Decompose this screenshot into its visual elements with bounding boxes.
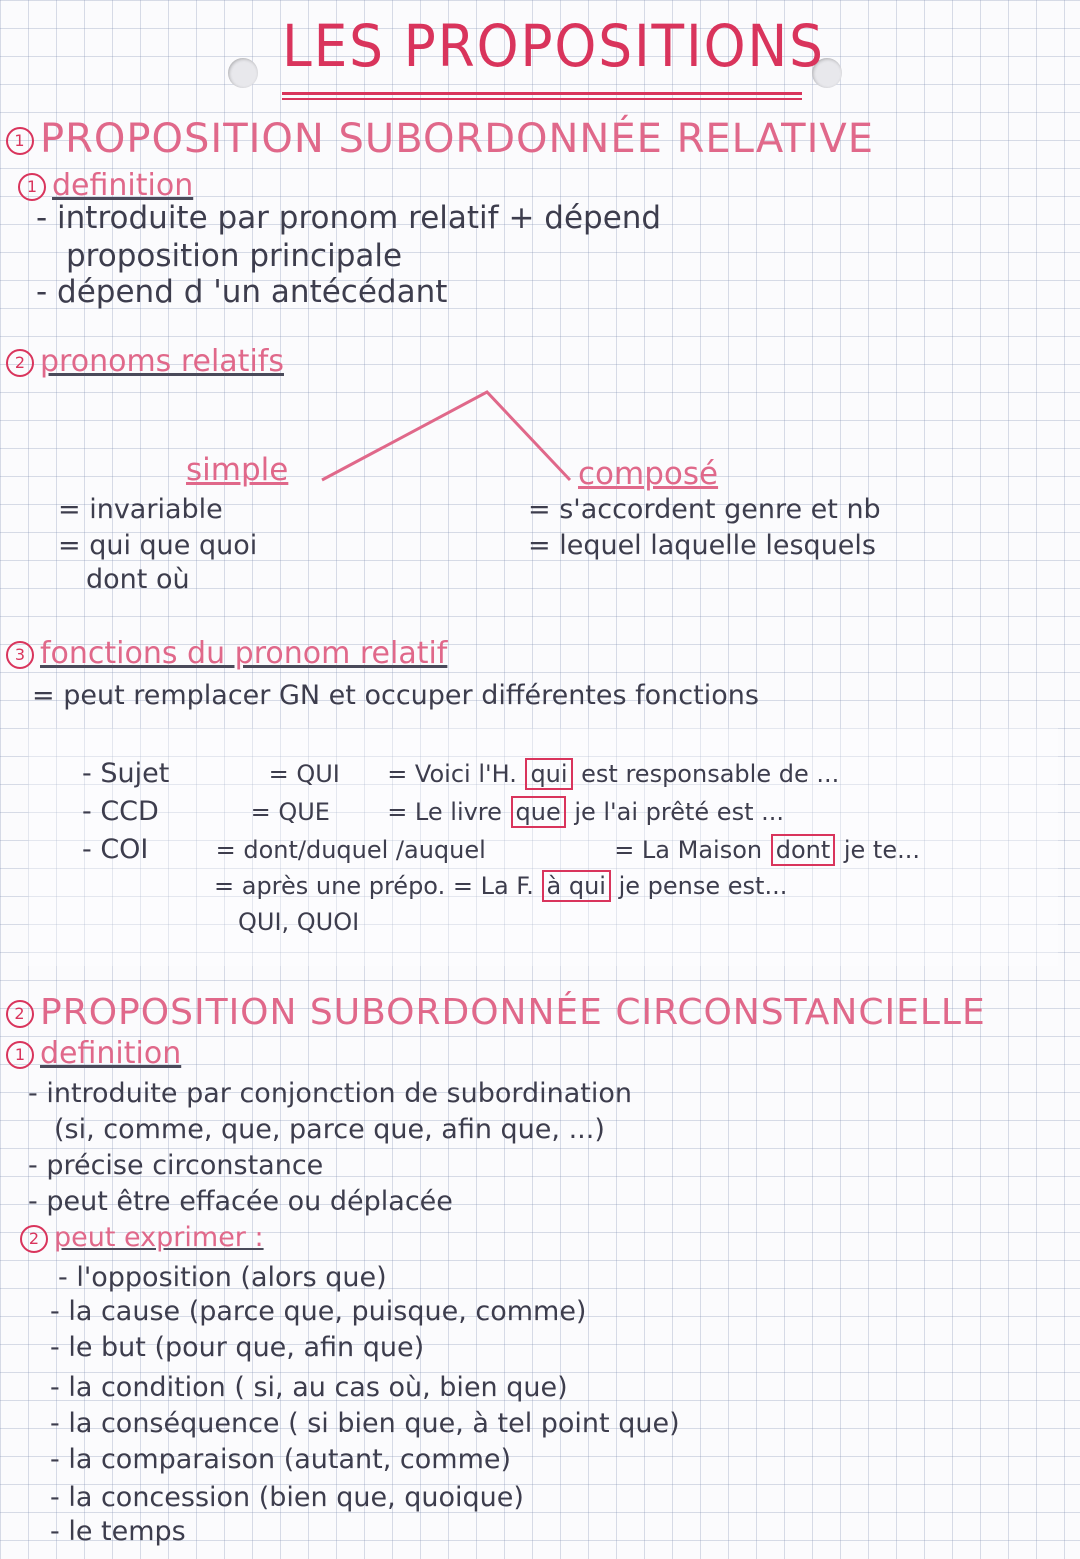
example-ccd-boxed: que <box>511 796 566 828</box>
exprimer-item-comparaison: - la comparaison (autant, comme) <box>50 1444 512 1475</box>
pronoun-qui: = QUI <box>268 760 340 788</box>
fonction-row-sujet <box>82 758 839 789</box>
exprimer-item-consequence: - la conséquence ( si bien que, à tel point que) <box>50 1408 680 1439</box>
s1-pronoms-number: 2 <box>6 349 34 377</box>
section1-heading-text: PROPOSITION SUBORDONNÉE RELATIVE <box>40 116 875 162</box>
example-sujet-boxed: qui <box>525 758 572 790</box>
section2-heading <box>6 992 986 1033</box>
example-sujet-before: = Voici l'H. <box>387 760 517 788</box>
role-ccd: - CCD <box>82 796 159 827</box>
s1-fonctions-number: 3 <box>6 641 34 669</box>
example-coi-boxed: dont <box>771 834 836 866</box>
s1-pronoms-label: pronoms relatifs <box>40 344 284 379</box>
fonction-row-coi <box>82 834 920 865</box>
example-coi-before: = La Maison <box>614 836 763 864</box>
s2-definition-line-2: (si, comme, que, parce que, afin que, ...) <box>54 1114 605 1145</box>
example-coi-after: je te... <box>843 836 920 864</box>
s2-definition-line-1: - introduite par conjonction de subordination <box>28 1078 633 1109</box>
s1-definition-line-1: - introduite par pronom relatif + dépend <box>36 200 662 236</box>
simple-line-2: = qui que quoi <box>58 530 258 561</box>
prepo-boxed: à qui <box>542 870 611 902</box>
exprimer-item-opposition: - l'opposition (alors que) <box>58 1262 387 1293</box>
example-ccd-after: je l'ai prêté est ... <box>574 798 784 826</box>
s2-definition-label: definition <box>40 1036 182 1071</box>
compose-label: composé <box>578 456 719 492</box>
prepo-text: = après une prépo. = La F. <box>214 872 534 900</box>
simple-label: simple <box>186 452 289 488</box>
s1-definition-label: definition <box>52 168 194 203</box>
fonction-row-qui-quoi: QUI, QUOI <box>238 908 360 936</box>
s2-definition-heading <box>6 1036 181 1071</box>
fonction-row-prepo <box>214 872 787 900</box>
role-coi: - COI <box>82 834 149 865</box>
example-ccd-before: = Le livre <box>387 798 502 826</box>
branch-lines <box>322 392 570 480</box>
example-sujet-after: est responsable de ... <box>581 760 840 788</box>
section1-number: 1 <box>6 127 34 155</box>
section2-number: 2 <box>6 1000 34 1028</box>
s2-exprimer-label: peut exprimer : <box>54 1222 264 1253</box>
pronoun-que: = QUE <box>250 798 330 826</box>
s2-definition-line-4: - peut être effacée ou déplacée <box>28 1186 453 1217</box>
exprimer-item-temps: - le temps <box>50 1516 186 1547</box>
s1-fonctions-heading <box>6 636 447 671</box>
s1-definition-number: 1 <box>18 173 46 201</box>
s1-definition-line-2: proposition principale <box>66 238 403 274</box>
pronoms-branch-diagram <box>0 0 1080 520</box>
s1-def-text-1: introduite par pronom relatif + dépend <box>57 200 662 236</box>
s2-exprimer-heading <box>20 1222 264 1253</box>
compose-line-1: = s'accordent genre et nb <box>528 494 881 525</box>
fonctions-intro: = peut remplacer GN et occuper différentes fonctions <box>32 680 759 711</box>
s1-definition-line-3: - dépend d 'un antécédant <box>36 274 448 310</box>
simple-line-1: = invariable <box>58 494 223 525</box>
prepo-after: je pense est... <box>618 872 788 900</box>
s1-fonctions-label: fonctions du pronom relatif <box>40 636 448 671</box>
compose-line-2: = lequel laquelle lesquels <box>528 530 876 561</box>
s2-definition-number: 1 <box>6 1041 34 1069</box>
exprimer-item-concession: - la concession (bien que, quoique) <box>50 1482 524 1513</box>
page-title: LES PROPOSITIONS <box>282 12 825 80</box>
fonction-row-ccd <box>82 796 784 827</box>
s1-def-text-3: dépend d 'un antécédant <box>57 274 448 310</box>
s2-exprimer-number: 2 <box>20 1225 48 1253</box>
pronoun-dont: = dont/duquel /auquel <box>215 836 486 864</box>
exprimer-item-but: - le but (pour que, afin que) <box>50 1332 425 1363</box>
s2-definition-line-3: - précise circonstance <box>28 1150 324 1181</box>
simple-line-3: dont où <box>86 564 190 595</box>
exprimer-item-cause: - la cause (parce que, puisque, comme) <box>50 1296 587 1327</box>
section2-heading-text: PROPOSITION SUBORDONNÉE CIRCONSTANCIELLE <box>40 992 986 1033</box>
exprimer-item-condition: - la condition ( si, au cas où, bien que) <box>50 1372 568 1403</box>
role-sujet: - Sujet <box>82 758 170 789</box>
